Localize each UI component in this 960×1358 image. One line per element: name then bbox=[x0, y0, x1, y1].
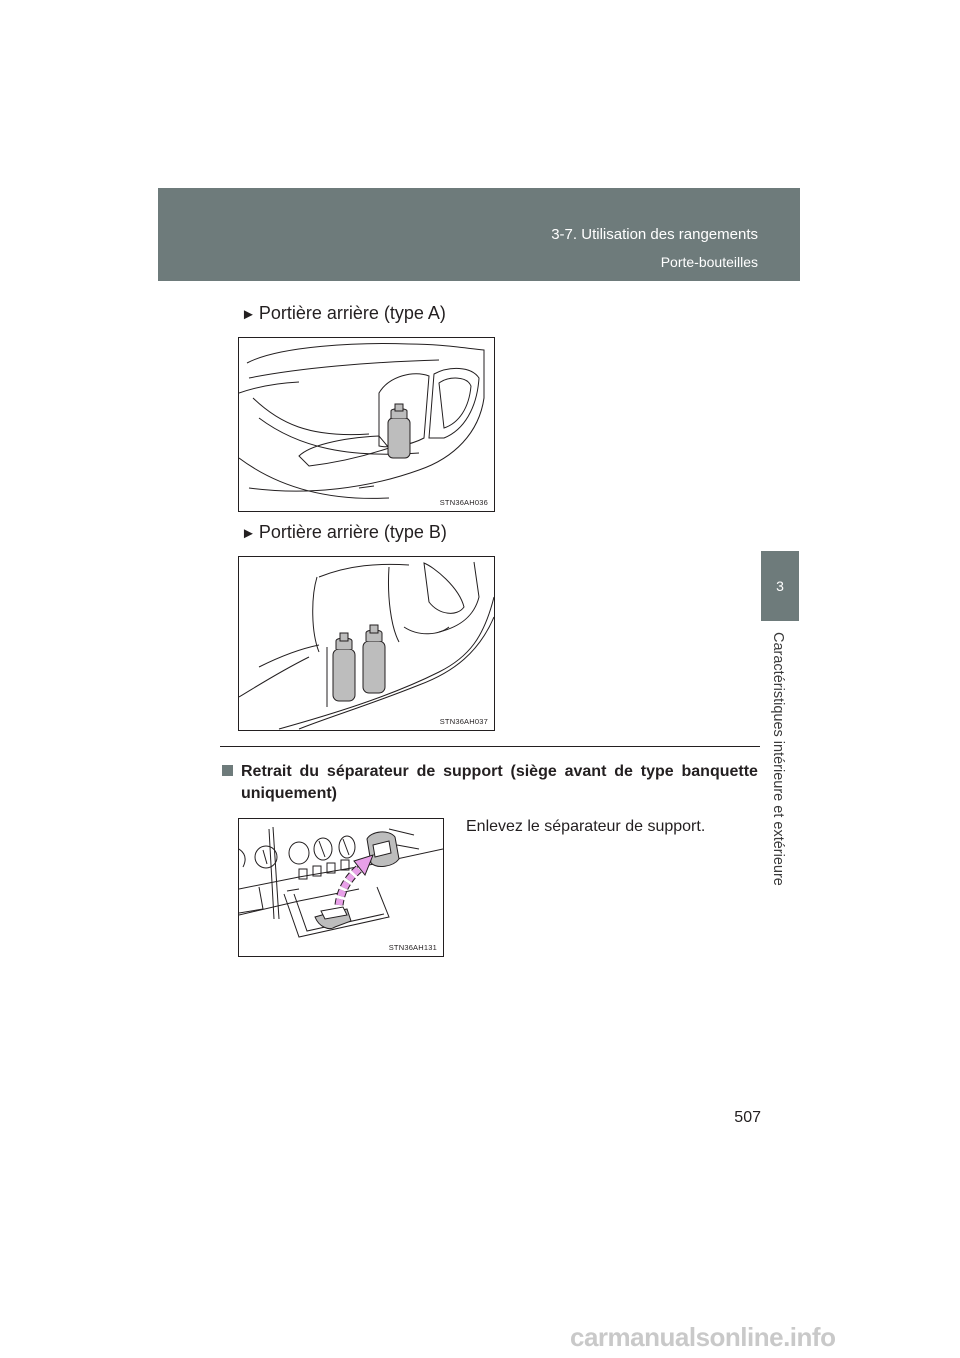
separator-removal-illustration bbox=[239, 819, 443, 956]
chapter-tab bbox=[761, 551, 799, 621]
figure-code: STN36AH131 bbox=[388, 943, 437, 952]
heading-word: de bbox=[614, 763, 633, 780]
item-heading-type-a bbox=[241, 303, 446, 324]
figure-code: STN36AH037 bbox=[439, 717, 488, 726]
header-band bbox=[158, 188, 800, 281]
triangle-bullet-icon: ► bbox=[241, 525, 256, 542]
heading-word: type bbox=[640, 763, 674, 780]
heading-word: support bbox=[443, 763, 503, 780]
heading-word: séparateur bbox=[326, 763, 409, 780]
chapter-number: 3 bbox=[776, 578, 784, 594]
square-bullet-icon bbox=[222, 765, 233, 776]
section-divider bbox=[220, 746, 760, 747]
section-title-header: 3-7. Utilisation des rangements bbox=[551, 226, 758, 243]
page-number: 507 bbox=[734, 1109, 761, 1126]
figure-door-type-b bbox=[238, 556, 495, 731]
triangle-bullet-icon: ► bbox=[241, 306, 256, 323]
watermark: carmanualsonline.info bbox=[570, 1322, 836, 1352]
chapter-title-vertical bbox=[770, 632, 792, 887]
section-heading bbox=[222, 761, 758, 805]
door-type-a-illustration bbox=[239, 338, 494, 511]
figure-separator-removal bbox=[238, 818, 444, 957]
topic-title-header: Porte-bouteilles bbox=[660, 254, 758, 270]
item-label: Portière arrière (type A) bbox=[258, 303, 446, 323]
heading-word: banquette bbox=[681, 763, 758, 780]
instruction-text: Enlevez le séparateur de support. bbox=[466, 818, 706, 835]
section-heading-line-1 bbox=[222, 761, 758, 783]
heading-word: (siège bbox=[510, 763, 557, 780]
section-heading-line-2: uniquement) bbox=[241, 785, 337, 802]
heading-word: Retrait bbox=[222, 761, 292, 783]
heading-word: du bbox=[299, 763, 320, 780]
chapter-title: Caractéristiques intérieure et extérieure bbox=[770, 632, 786, 886]
heading-word: avant bbox=[564, 763, 607, 780]
heading-word: de bbox=[416, 763, 436, 780]
item-heading-type-b bbox=[241, 522, 447, 543]
door-type-b-illustration bbox=[239, 557, 494, 730]
figure-code: STN36AH036 bbox=[439, 498, 488, 507]
item-label: Portière arrière (type B) bbox=[258, 522, 447, 542]
figure-door-type-a bbox=[238, 337, 495, 512]
